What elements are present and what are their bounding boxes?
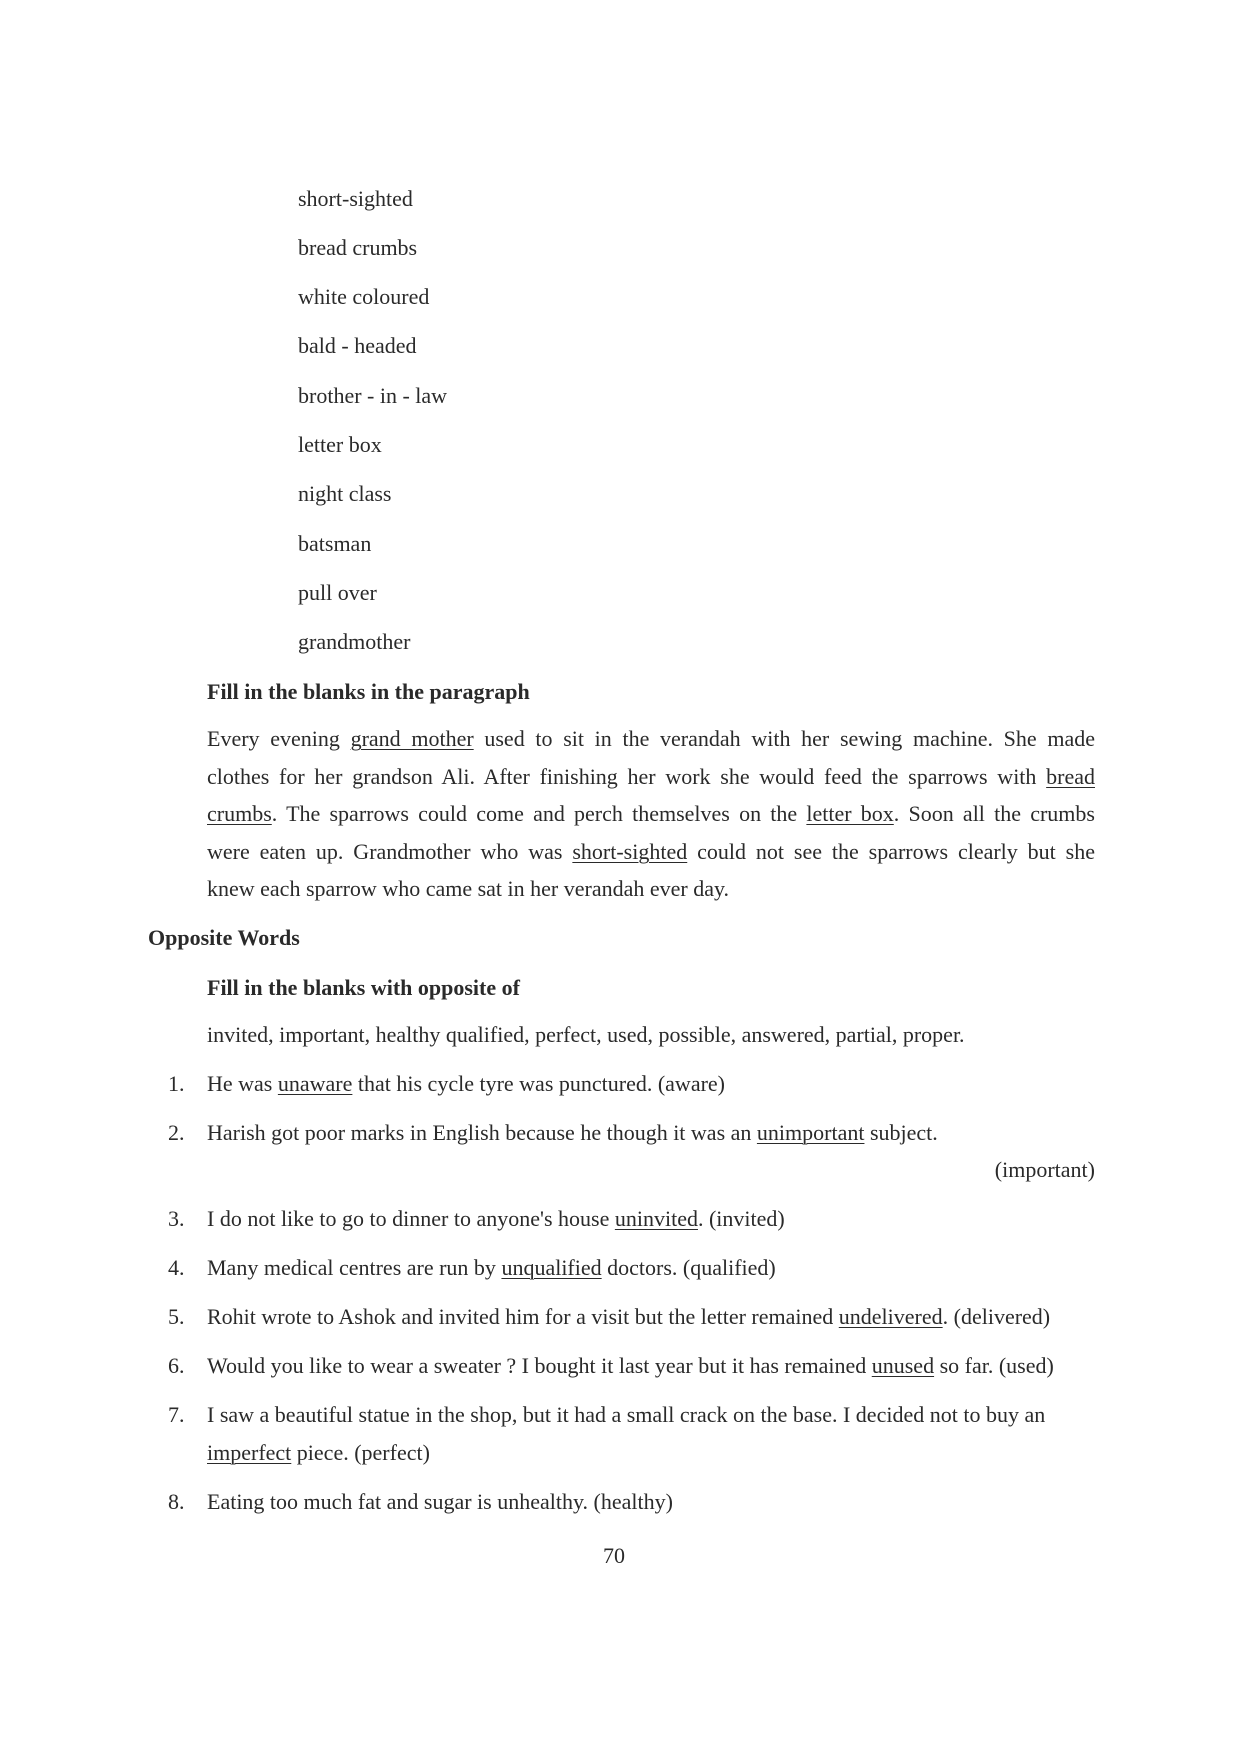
- word-list-item: night class: [298, 481, 392, 506]
- text: that his cycle tyre was punctured. (aware): [352, 1071, 726, 1096]
- word-list-item: batsman: [298, 531, 372, 556]
- item-number: 7.: [168, 1402, 185, 1427]
- section-heading-opposite-words: Opposite Words: [148, 925, 300, 950]
- text: could not see the sparrows clearly but she: [687, 839, 1095, 864]
- word-bank: invited, important, healthy qualified, perfect, used, possible, answered, partial, proper.: [207, 1022, 965, 1047]
- text: Rohit wrote to Ashok and invited him for a visit but the letter remained: [207, 1304, 839, 1329]
- paragraph-line: [207, 876, 729, 902]
- text: . (delivered): [942, 1304, 1051, 1329]
- text: I do not like to go to dinner to anyone's house: [207, 1206, 615, 1231]
- text: Would you like to wear a sweater ? I bought it last year but it has remained: [207, 1353, 872, 1378]
- item-number: 3.: [168, 1206, 185, 1231]
- section-heading-paragraph: Fill in the blanks in the paragraph: [207, 679, 530, 704]
- paragraph-line: [207, 801, 1095, 827]
- list-item: [207, 1304, 1050, 1330]
- list-item: [207, 1353, 1054, 1379]
- answer-underlined: imperfect: [207, 1440, 292, 1465]
- word-list-item: pull over: [298, 580, 377, 605]
- word-list-item: bald - headed: [298, 333, 417, 358]
- list-item: [207, 1120, 938, 1146]
- text: clothes for her grandson Ali. After finishing her work she would feed the sparrows with: [207, 764, 1047, 789]
- text: . The sparrows could come and perch themselves on the: [271, 801, 807, 826]
- answer-underlined: crumbs: [207, 801, 272, 826]
- text: subject.: [864, 1120, 938, 1145]
- list-item: [207, 1255, 776, 1281]
- text: . (invited): [697, 1206, 785, 1231]
- answer-underlined: unused: [871, 1353, 935, 1378]
- paragraph-line: [207, 839, 1095, 865]
- text: doctors. (qualified): [601, 1255, 776, 1280]
- item-number: 6.: [168, 1353, 185, 1378]
- answer-underlined: bread: [1046, 764, 1095, 789]
- text: . Soon all the crumbs: [893, 801, 1095, 826]
- answer-underlined: unaware: [277, 1071, 353, 1096]
- answer-underlined: uninvited: [614, 1206, 698, 1231]
- answer-underlined: unqualified: [501, 1255, 602, 1280]
- page-number: 70: [603, 1543, 625, 1568]
- hint-text: (important): [994, 1157, 1095, 1182]
- word-list-item: bread crumbs: [298, 235, 418, 260]
- answer-underlined: short-sighted: [572, 839, 688, 864]
- item-number: 4.: [168, 1255, 185, 1280]
- text: piece. (perfect): [291, 1440, 430, 1465]
- word-list-item: white coloured: [298, 284, 430, 309]
- text: so far. (used): [934, 1353, 1054, 1378]
- answer-underlined: letter box: [806, 801, 894, 826]
- text: were eaten up. Grandmother who was: [207, 839, 573, 864]
- item-number: 8.: [168, 1489, 185, 1514]
- text: Harish got poor marks in English because he though it was an: [207, 1120, 757, 1145]
- answer-underlined: grand mother: [350, 726, 474, 751]
- text: He was: [207, 1071, 278, 1096]
- word-list-item: brother - in - law: [298, 383, 448, 408]
- item-number: 5.: [168, 1304, 185, 1329]
- text: Many medical centres are run by: [207, 1255, 502, 1280]
- list-item: I saw a beautiful statue in the shop, but it had a small crack on the base. I decided not to buy an: [207, 1402, 1046, 1427]
- text: knew each sparrow who came sat in her verandah ever day.: [207, 876, 730, 901]
- paragraph-line: [207, 726, 1095, 752]
- paragraph-line: [207, 764, 1095, 790]
- item-number: 2.: [168, 1120, 185, 1145]
- answer-underlined: unimportant: [756, 1120, 865, 1145]
- fill-paragraph: [207, 726, 1095, 906]
- list-item: [207, 1071, 725, 1097]
- item-number: 1.: [168, 1071, 185, 1096]
- list-item: Eating too much fat and sugar is unhealthy. (healthy): [207, 1489, 673, 1514]
- section-subheading: Fill in the blanks with opposite of: [207, 975, 520, 1000]
- word-list-item: grandmother: [298, 629, 411, 654]
- list-item: [207, 1206, 785, 1232]
- answer-underlined: undelivered: [838, 1304, 943, 1329]
- text: used to sit in the verandah with her sewing machine. She made: [473, 726, 1096, 751]
- word-list-item: letter box: [298, 432, 382, 457]
- word-list-item: short-sighted: [298, 186, 413, 211]
- list-item-continuation: [207, 1440, 430, 1466]
- text: Every evening: [207, 726, 351, 751]
